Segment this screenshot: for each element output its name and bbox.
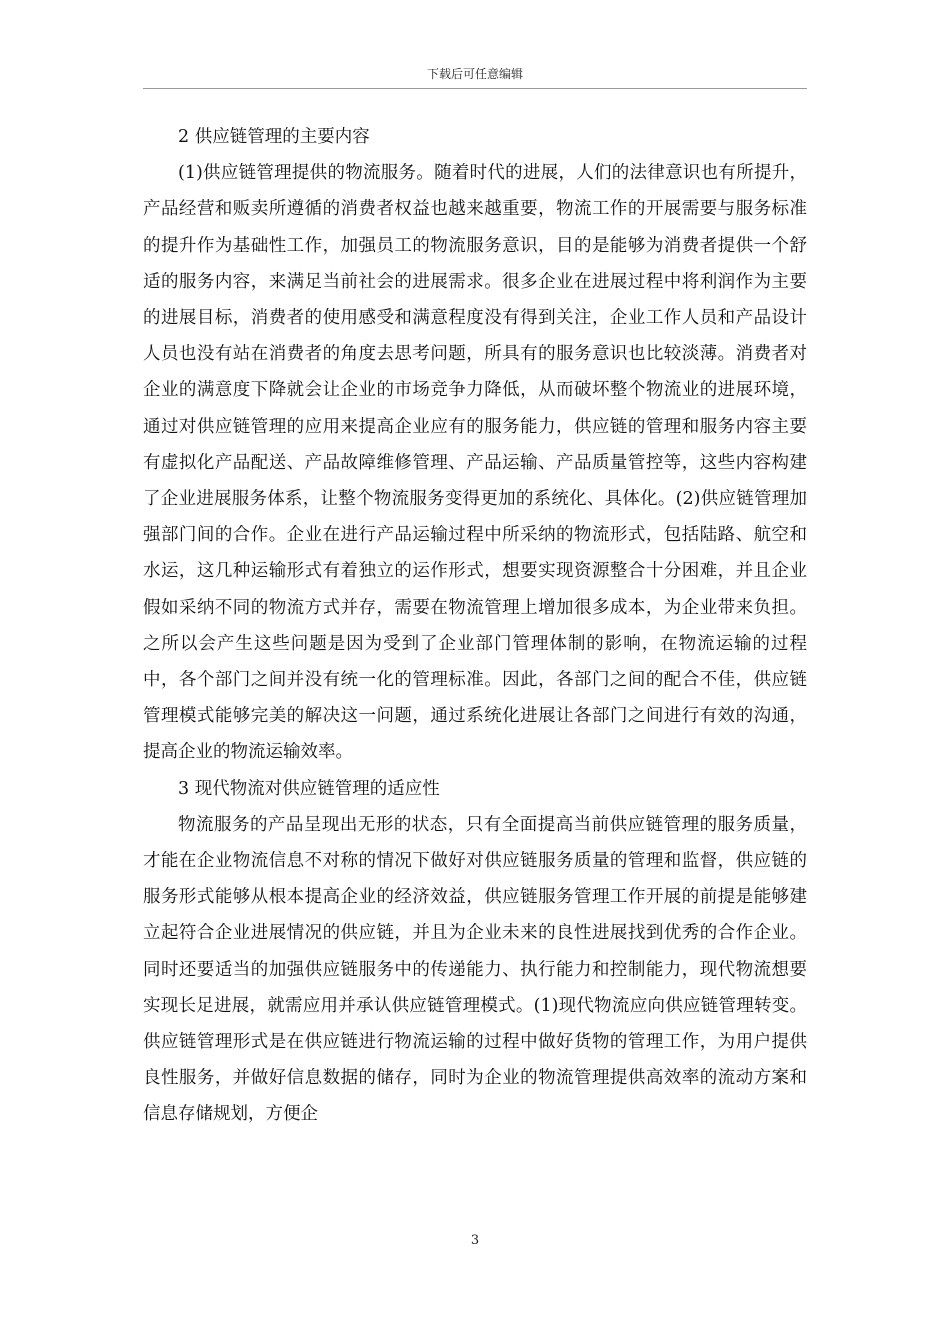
paragraph-supply-chain-content: (1)供应链管理提供的物流服务。随着时代的进展，人们的法律意识也有所提升，产品经营和贩卖所遵循的消费者权益也越来越重要，物流工作的开展需要与服务标准的提升作为基础性工作，加强员工的物流服务意识，目的是能够为消费者提供一个舒适的服务内容，来满足当前社会的进展需求。很多企业在进展过程中将利润作为主要的进展目标，消费者的使用感受和满意程度没有得到关注，企业工作人员和产品设计人员也没有站在消费者的角度去思考问题，所具有的服务意识也比较淡薄。消费者对企业的满意度下降就会让企业的市场竞争力降低，从而破坏整个物流业的进展环境，通过对供应链管理的应用来提高企业应有的服务能力，供应链的管理和服务内容主要有虚拟化产品配送、产品故障维修管理、产品运输、产品质量管控等，这些内容构建了企业进展服务体系，让整个物流服务变得更加的系统化、具体化。(2)供应链管理加强部门间的合作。企业在进行产品运输过程中所采纳的物流形式，包括陆路、航空和水运，这几种运输形式有着独立的运作形式，想要实现资源整合十分困难，并且企业假如采纳不同的物流方式并存，需要在物流管理上增加很多成本，为企业带来负担。之所以会产生这些问题是因为受到了企业部门管理体制的影响，在物流运输的过程中，各个部门之间并没有统一化的管理标准。因此，各部门之间的配合不佳，供应链管理模式能够完美的解决这一问题，通过系统化进展让各部门之间进行有效的沟通，提高企业的物流运输效率。: [143, 163, 807, 763]
paragraph-modern-logistics: 物流服务的产品呈现出无形的状态，只有全面提高当前供应链管理的服务质量，才能在企业物流信息不对称的情况下做好对供应链服务质量的管理和监督，供应链的服务形式能够从根本提高企业的经济效益，供应链服务管理工作开展的前提是能够建立起符合企业进展情况的供应链，并且为企业未来的良性进展找到优秀的合作企业。同时还要适当的加强供应链服务中的传递能力、执行能力和控制能力，现代物流想要实现长足进展，就需应用并承认供应链管理模式。(1)现代物流应向供应链管理转变。供应链管理形式是在供应链进行物流运输的过程中做好货物的管理工作，为用户提供良性服务，并做好信息数据的储存，同时为企业的物流管理提供高效率的流动方案和信息存储规划，方便企: [143, 814, 807, 1125]
section-heading-3: 3 现代物流对供应链管理的适应性: [178, 778, 440, 799]
header-rule: [143, 88, 807, 89]
document-body: [143, 119, 807, 1133]
section-heading-2: 2 供应链管理的主要内容: [178, 127, 370, 147]
page-number: 3: [470, 1233, 480, 1248]
page-header: 下载后可任意编辑: [426, 67, 523, 81]
